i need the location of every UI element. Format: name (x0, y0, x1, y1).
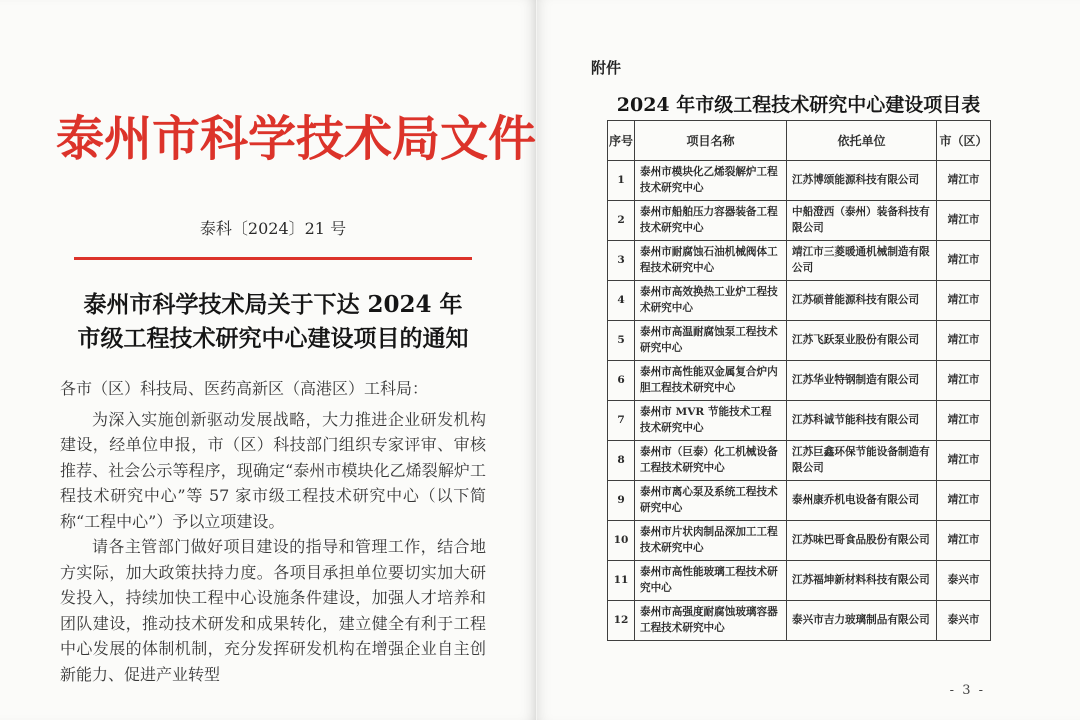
table-row (608, 361, 991, 401)
cell-name: 泰州市高性能双金属复合炉内胆工程技术研究中心 (635, 361, 787, 401)
table-title: 2024 年市级工程技术研究中心建设项目表 (616, 94, 981, 116)
cell-name: 泰州市片状肉制品深加工工程技术研究中心 (635, 521, 787, 561)
cell-city: 靖江市 (937, 401, 991, 441)
cell-name: 泰州市离心泵及系统工程技术研究中心 (635, 481, 787, 521)
cell-name: 泰州市模块化乙烯裂解炉工程技术研究中心 (635, 161, 787, 201)
cell-unit: 江苏华业特钢制造有限公司 (787, 361, 937, 401)
cell-city: 靖江市 (937, 441, 991, 481)
cell-city: 靖江市 (937, 481, 991, 521)
header-city: 市（区） (937, 121, 991, 161)
cell-no: 12 (608, 601, 635, 641)
cell-city: 靖江市 (937, 161, 991, 201)
cell-unit: 江苏味巴哥食品股份有限公司 (787, 521, 937, 561)
cell-city: 靖江市 (937, 361, 991, 401)
cell-unit: 泰兴市吉力玻璃制品有限公司 (787, 601, 937, 641)
cell-no: 10 (608, 521, 635, 561)
cell-name: 泰州市（巨泰）化工机械设备工程技术研究中心 (635, 441, 787, 481)
cell-name: 泰州市 MVR 节能技术工程技术研究中心 (635, 401, 787, 441)
cell-no: 7 (608, 401, 635, 441)
cell-name: 泰州市高效换热工业炉工程技术研究中心 (635, 281, 787, 321)
notice-title-line2: 市级工程技术研究中心建设项目的通知 (77, 325, 469, 352)
table-row (608, 401, 991, 441)
cell-unit: 江苏博颂能源科技有限公司 (787, 161, 937, 201)
cell-no: 5 (608, 321, 635, 361)
cell-unit: 江苏科诚节能科技有限公司 (787, 401, 937, 441)
notice-body (60, 376, 486, 687)
table-row (608, 161, 991, 201)
notice-title (50, 288, 496, 356)
cell-no: 11 (608, 561, 635, 601)
cell-unit: 江苏硕普能源科技有限公司 (787, 281, 937, 321)
body-paragraph-1: 为深入实施创新驱动发展战略，大力推进企业研发机构建设，经单位申报，市（区）科技部门组织专家评审、审核推荐、社会公示等程序，现确定“泰州市模块化乙烯裂解炉工程技术研究中心”等 57 家市级工程技术研究中心（以下简称“工程中心”）予以立项建设。 (60, 409, 486, 531)
attachment-label: 附件 (591, 59, 622, 77)
cell-city: 靖江市 (937, 201, 991, 241)
header-unit: 依托单位 (787, 121, 937, 161)
page-number: - 3 - (949, 683, 985, 698)
cell-unit: 江苏巨鑫环保节能设备制造有限公司 (787, 441, 937, 481)
cell-city: 泰兴市 (937, 601, 991, 641)
cell-city: 泰兴市 (937, 561, 991, 601)
cell-no: 2 (608, 201, 635, 241)
table-row (608, 441, 991, 481)
cell-name: 泰州市高强度耐腐蚀玻璃容器工程技术研究中心 (635, 601, 787, 641)
table-row (608, 241, 991, 281)
table-row (608, 481, 991, 521)
cell-name: 泰州市高温耐腐蚀泵工程技术研究中心 (635, 321, 787, 361)
header-name: 项目名称 (635, 121, 787, 161)
cell-no: 9 (608, 481, 635, 521)
table-row (608, 281, 991, 321)
table-row (608, 201, 991, 241)
cell-city: 靖江市 (937, 321, 991, 361)
addressee-line: 各市（区）科技局、医药高新区（高港区）工科局： (60, 379, 429, 398)
doc-number: 泰科〔2024〕21 号 (199, 219, 347, 238)
body-paragraph-2: 请各主管部门做好项目建设的指导和管理工作，结合地方实际，加大政策扶持力度。各项目承担单位要切实加大研发投入，持续加快工程中心设施条件建设，加强人才培养和团队建设，推动技术研发和成果转化，建立健全有利于工程中心发展的体制机制，充分发挥研发机构在增强企业自主创新能力、促进产业转型 (60, 537, 486, 684)
cell-unit: 江苏福坤新材料科技有限公司 (787, 561, 937, 601)
letterhead-title: 泰州市科学技术局文件 (56, 111, 537, 167)
table-row (608, 521, 991, 561)
cell-no: 4 (608, 281, 635, 321)
cell-no: 8 (608, 441, 635, 481)
table-row (608, 321, 991, 361)
cell-no: 6 (608, 361, 635, 401)
table-header-row (608, 121, 991, 161)
cell-name: 泰州市高性能玻璃工程技术研究中心 (635, 561, 787, 601)
table-row (608, 561, 991, 601)
project-table (607, 120, 991, 641)
right-page (537, 0, 1080, 720)
cell-unit: 靖江市三菱暖通机械制造有限公司 (787, 241, 937, 281)
table-row (608, 601, 991, 641)
notice-title-line1: 泰州市科学技术局关于下达 2024 年 (83, 291, 463, 318)
cell-no: 1 (608, 161, 635, 201)
cell-city: 靖江市 (937, 281, 991, 321)
cell-name: 泰州市耐腐蚀石油机械阀体工程技术研究中心 (635, 241, 787, 281)
cell-name: 泰州市船舶压力容器装备工程技术研究中心 (635, 201, 787, 241)
header-no: 序号 (608, 121, 635, 161)
cell-no: 3 (608, 241, 635, 281)
cell-unit: 泰州康乔机电设备有限公司 (787, 481, 937, 521)
cell-unit: 江苏飞跃泵业股份有限公司 (787, 321, 937, 361)
left-page (0, 0, 536, 720)
red-divider-rule (74, 257, 472, 260)
cell-city: 靖江市 (937, 521, 991, 561)
cell-unit: 中船澄西（泰州）装备科技有限公司 (787, 201, 937, 241)
cell-city: 靖江市 (937, 241, 991, 281)
